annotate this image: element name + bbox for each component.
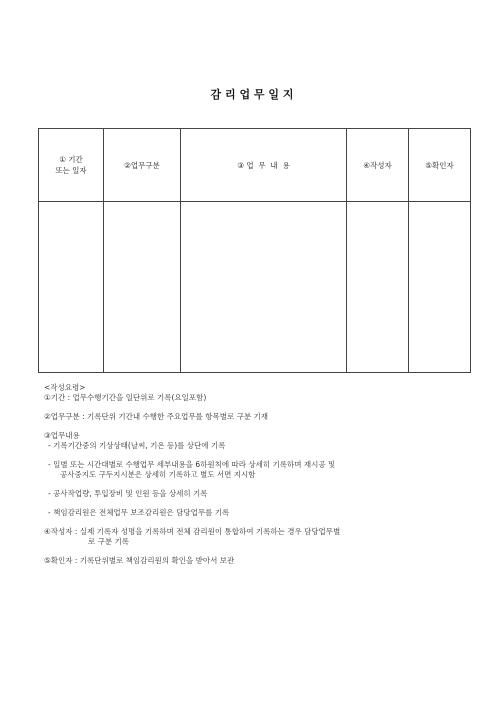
guide-item-content-detail-2: 공사중지도 구두지시분은 상세히 기록하고 별도 서면 지시함	[60, 470, 256, 479]
table-row	[39, 202, 471, 373]
header-category	[104, 129, 181, 202]
guide-item-content-workload: - 공사작업량, 투입장비 및 인원 등을 상세히 기록	[48, 489, 208, 498]
header-content	[181, 129, 347, 202]
header-period-line1: ① 기간	[59, 155, 83, 164]
header-content-label: ③ 업 무 내 용	[237, 160, 290, 170]
guide-item-content-weather: - 기록기간중의 기상상태(날씨, 기온 등)를 상단에 기록	[48, 441, 226, 450]
header-category-label: ②업무구분	[124, 160, 160, 170]
writing-guide	[44, 383, 484, 566]
header-period-line2: 또는 일자	[55, 166, 87, 175]
cell-content[interactable]	[181, 202, 347, 373]
table-header-row	[39, 129, 471, 202]
guide-item-category: ②업무구분 : 기록단위 기간내 수행한 주요업무를 항목별로 구분 기재	[44, 412, 268, 421]
guide-item-writer-2: 로 구분 기록	[88, 537, 129, 546]
header-writer	[347, 129, 409, 202]
guide-item-content-title: ③업무내용	[44, 431, 80, 440]
cell-writer[interactable]	[347, 202, 409, 373]
guide-item-checker: ⑤확인자 : 기록단위별로 책임감리원의 확인을 받아서 보관	[44, 556, 235, 565]
guide-heading: <작성요령>	[44, 383, 86, 392]
guide-item-writer-1: ④작성자 : 실제 기록자 성명을 기록하며 전체 감리원이 통합하여 기록하는 경우 담당업무별	[44, 527, 341, 536]
guide-item-content-detail-1: - 일별 또는 시간대별로 수행업무 세부내용을 6하원칙에 따라 상세히 기록하며 재시공 및	[48, 460, 336, 469]
log-table	[38, 128, 471, 373]
page-title: 감 리 업 무 일 지	[210, 88, 294, 101]
guide-item-content-responsible: - 책임감리원은 전체업무 보조감리원은 담당업무를 기록	[48, 508, 230, 517]
cell-period[interactable]	[39, 202, 104, 373]
header-checker	[409, 129, 471, 202]
header-checker-label: ⑤확인자	[425, 160, 454, 170]
cell-checker[interactable]	[409, 202, 471, 373]
cell-category[interactable]	[104, 202, 181, 373]
header-period	[39, 129, 104, 202]
guide-item-period: ①기간 : 업무수행기간을 일단위로 기록(요일포함)	[44, 393, 207, 402]
header-writer-label: ④작성자	[363, 160, 392, 170]
